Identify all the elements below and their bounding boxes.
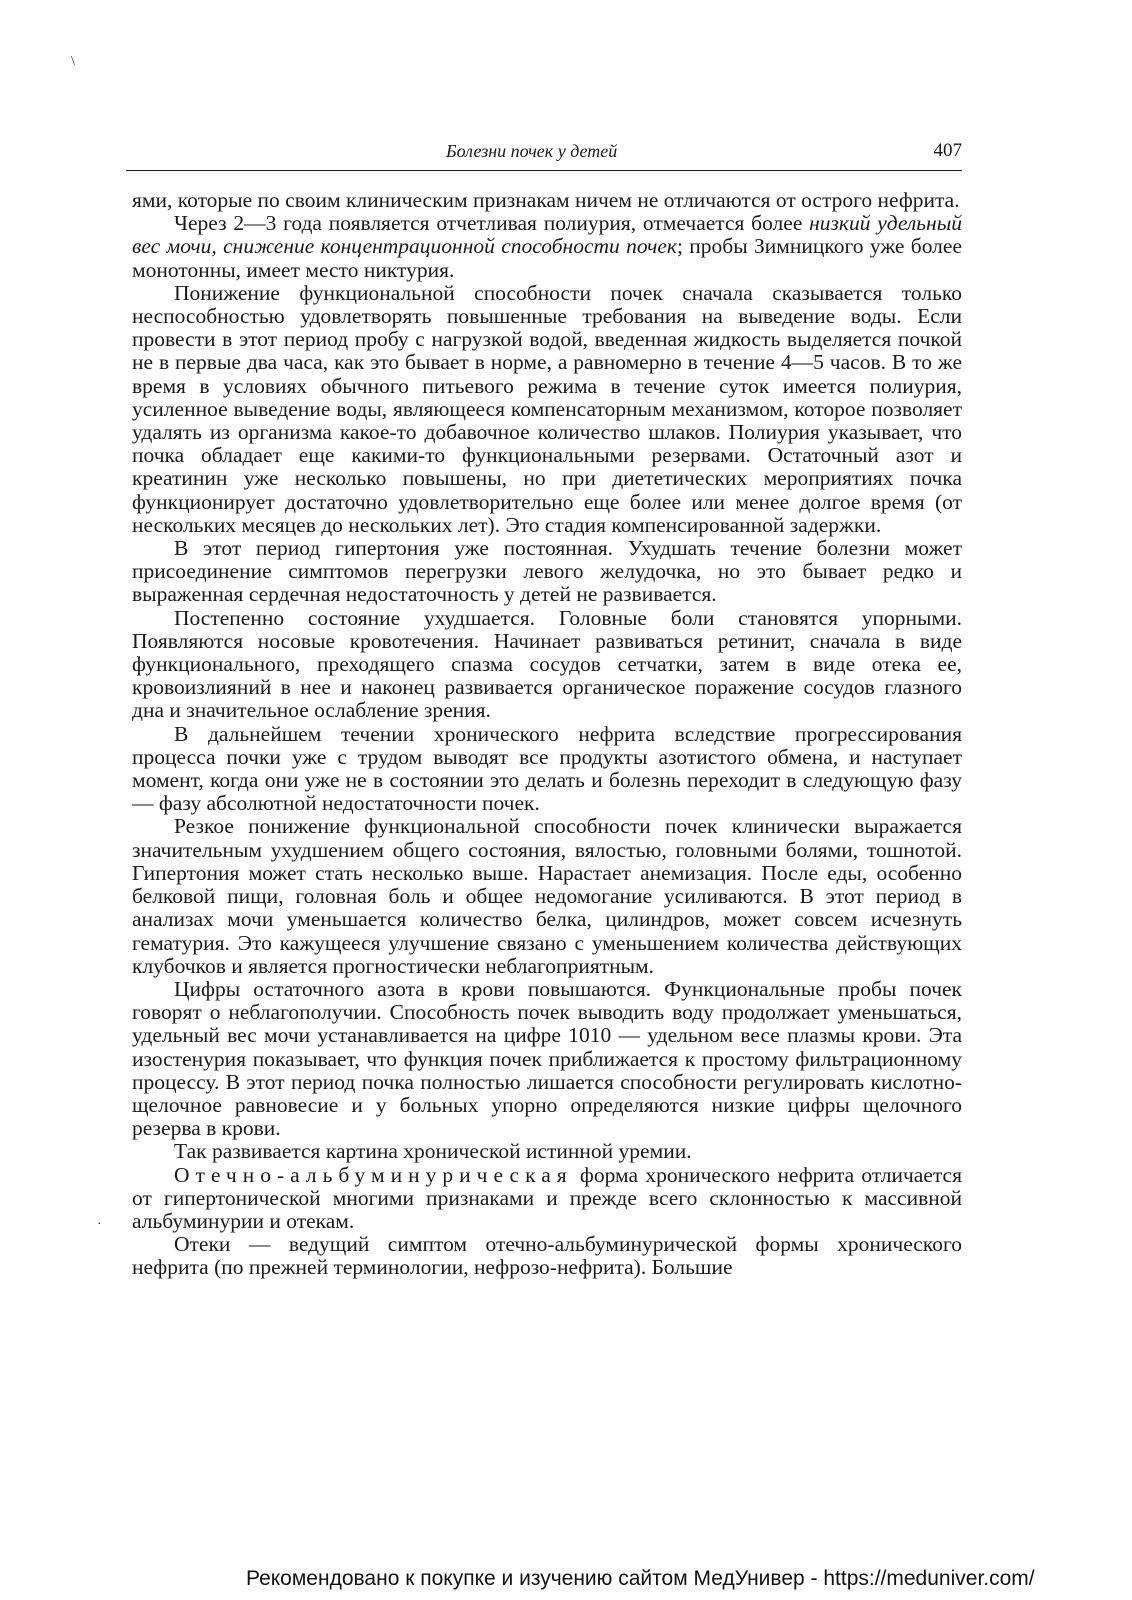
emphasized-text: низкий удельный вес мочи, снижение концентрационной способности почек xyxy=(132,211,963,259)
paragraph-text: Через 2—3 года появляется отчетливая полиурия, отмечается более xyxy=(174,211,810,236)
running-title: Болезни почек у детей xyxy=(446,141,618,161)
scan-artifact-mark: \ xyxy=(71,54,75,69)
paragraph-insufficiency: Резкое понижение функциональной способности почек клинически выражается значительным ухудшением общего состояния, вялостью, головными болями, тошнотой. Гипертония может стать несколько выше. Нарастает анемизация. После еды, особенно белковой пищи, головная боль и общее недомогание усиливаются. В этот период в анализах мочи уменьшается количество белка, цилиндров, может совсем исчезнуть гематурия. Это кажущееся улучшение связано с уменьшением количества действующих клубочков и является прогностически неблагоприятным. xyxy=(132,814,962,978)
page-header xyxy=(126,140,962,171)
paragraph-uremia: Так развивается картина хронической истинной уремии. xyxy=(174,1139,692,1164)
paragraph-polyuria xyxy=(132,212,962,282)
paragraph-residual-nitrogen: Цифры остаточного азота в крови повышаются. Функциональные пробы почек говорят о неблагополучии. Способность почек выводить воду продолжает уменьшаться, удельный вес мочи устанавливается на цифре 1010 — удельном весе плазмы крови. Эта изостенурия показывает, что функция почек приближается к простому фильтрационному процессу. В этот период почка полностью лишается способности регулировать кислотно-щелочное равновесие и у больных упорно определяются низкие цифры щелочного резерва в крови. xyxy=(132,976,962,1141)
paragraph-edema: Отеки — ведущий симптом отечно-альбуминурической формы хронического нефрита (по прежней терминологии, нефрозо-нефрита). Большие xyxy=(132,1232,962,1280)
page-number: 407 xyxy=(933,140,962,161)
paragraph-edematous-form xyxy=(132,1164,962,1234)
paragraph-hypertension: В этот период гипертония уже постоянная. Ухудшать течение болезни может присоединение симптомов перегрузки левого желудочка, но это бывает редко и выраженная сердечная недостаточность у детей не развивается. xyxy=(132,536,962,607)
scan-artifact-dot: · xyxy=(97,1217,102,1232)
paragraph-retinitis: Постепенно состояние ухудшается. Головные боли становятся упорными. Появляются носовые кровотечения. Начинает развиваться ретинит, сначала в виде функционального, преходящего спазма сосудов сетчатки, затем в виде отека ее, кровоизлияний в нее и наконец развивается органическое поражение сосудов глазного дна и значительное ослабление зрения. xyxy=(132,605,962,723)
paragraph-text: форма хронического нефрита отличается от гипертонической многими признаками и прежде всего склонностью к массивной альбуминурии и отекам. xyxy=(132,1162,962,1233)
spaced-term: Отечно-альбуминурическая xyxy=(174,1162,573,1187)
paragraph-continuation: ями, которые по своим клиническим признакам ничем не отличаются от острого нефрита. xyxy=(132,188,960,212)
paragraph-function-decline: Понижение функциональной способности почек сначала сказывается только неспособностью удовлетворять повышенные требования на выведение воды. Если провести в этот период пробу с нагрузкой водой, введенная жидкость выделяется почкой не в первые два часа, как это бывает в норме, а равномерно в течение 4—5 часов. В то же время в условиях обычного питьевого режима в течение суток имеется полиурия, усиленное выведение воды, являющееся компенсаторным механизмом, которое позволяет удалять из организма какое-то добавочное количество шлаков. Полиурия указывает, что почка обладает еще какими-то функциональными резервами. Остаточный азот и креатинин уже несколько повышены, но при диететических мероприятиях почка функционирует достаточно удовлетворительно еще более или менее долгое время (от нескольких месяцев до нескольких лет). Это стадия компенсированной задержки. xyxy=(132,280,962,537)
paragraph-text: ; пробы Зимницкого уже более монотонны, имеет место никтурия. xyxy=(132,234,962,282)
footer-credit: Рекомендовано к покупке и изучению сайтом МедУнивер - https://meduniver.com/ xyxy=(246,1567,1035,1590)
paragraph-progression: В дальнейшем течении хронического нефрита вследствие прогрессирования процесса почки уже с трудом выводят все продукты азотистого обмена, и наступает момент, когда они уже не в состоянии это делать и болезнь переходит в следующую фазу — фазу абсолютной недостаточности почек. xyxy=(132,721,962,816)
body-text xyxy=(132,189,962,1280)
